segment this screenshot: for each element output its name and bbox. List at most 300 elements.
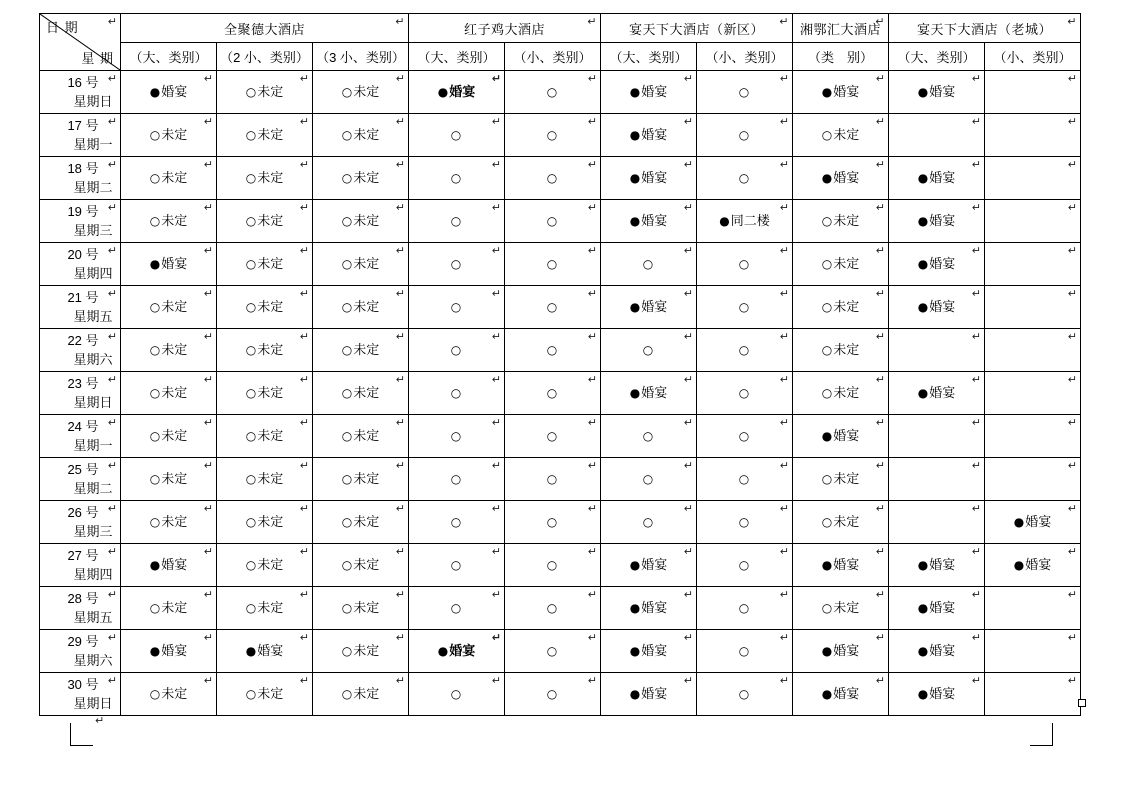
status-label: 婚宴 xyxy=(641,643,668,658)
empty-circle-icon: ○ xyxy=(450,558,462,572)
status-cell[interactable] xyxy=(121,630,217,673)
status-cell[interactable] xyxy=(217,673,313,716)
status-cell[interactable] xyxy=(985,200,1081,243)
weekday-name: 星期六 xyxy=(73,653,113,668)
status-cell[interactable] xyxy=(121,587,217,630)
status-cell[interactable] xyxy=(505,372,601,415)
status-label: 未定 xyxy=(353,686,380,701)
status-cell[interactable] xyxy=(601,329,697,372)
status-cell[interactable] xyxy=(505,587,601,630)
pilcrow-icon: ↵ xyxy=(107,373,117,386)
day-number: 24 号 xyxy=(67,419,99,434)
empty-circle-icon: ○ xyxy=(821,257,833,271)
filled-circle-icon: ● xyxy=(917,687,929,701)
status-cell[interactable] xyxy=(409,544,505,587)
empty-circle-icon: ○ xyxy=(245,386,257,400)
status-label: 未定 xyxy=(257,428,284,443)
status-label: 未定 xyxy=(833,342,860,357)
status-cell[interactable] xyxy=(985,415,1081,458)
status-cell[interactable] xyxy=(697,673,793,716)
status-cell[interactable] xyxy=(889,587,985,630)
status-label: 婚宴 xyxy=(833,686,860,701)
pilcrow-icon: ↵ xyxy=(107,588,117,601)
status-cell[interactable] xyxy=(601,157,697,200)
status-label: 未定 xyxy=(353,514,380,529)
weekday-name: 星期日 xyxy=(73,395,113,410)
pilcrow-icon: ↵ xyxy=(971,459,981,472)
status-cell[interactable] xyxy=(697,587,793,630)
pilcrow-icon: ↵ xyxy=(107,674,117,687)
empty-circle-icon: ○ xyxy=(546,687,558,701)
status-label: 婚宴 xyxy=(929,557,956,572)
pilcrow-icon: ↵ xyxy=(971,373,981,386)
status-cell[interactable] xyxy=(985,329,1081,372)
status-label: 未定 xyxy=(257,514,284,529)
pilcrow-icon: ↵ xyxy=(875,115,885,128)
status-label: 婚宴 xyxy=(641,557,668,572)
filled-circle-icon: ● xyxy=(149,85,161,99)
status-label: 婚宴 xyxy=(929,299,956,314)
status-cell[interactable] xyxy=(505,458,601,501)
status-cell[interactable] xyxy=(217,630,313,673)
pilcrow-icon: ↵ xyxy=(491,545,501,558)
status-cell[interactable] xyxy=(601,501,697,544)
pilcrow-icon: ↵ xyxy=(683,373,693,386)
table-row xyxy=(40,200,1081,243)
status-cell[interactable] xyxy=(505,415,601,458)
status-label: 婚宴 xyxy=(929,686,956,701)
pilcrow-icon: ↵ xyxy=(779,674,789,687)
status-cell[interactable] xyxy=(697,372,793,415)
empty-circle-icon: ○ xyxy=(821,386,833,400)
status-cell[interactable] xyxy=(793,157,889,200)
status-cell[interactable] xyxy=(121,286,217,329)
group-header-4 xyxy=(889,14,1081,43)
empty-circle-icon: ○ xyxy=(546,558,558,572)
status-cell[interactable] xyxy=(985,114,1081,157)
status-cell[interactable] xyxy=(793,329,889,372)
status-label: 未定 xyxy=(161,428,188,443)
empty-circle-icon: ○ xyxy=(738,429,750,443)
status-cell[interactable] xyxy=(985,630,1081,673)
pilcrow-icon: ↵ xyxy=(395,287,405,300)
status-cell[interactable] xyxy=(889,415,985,458)
status-cell[interactable] xyxy=(313,501,409,544)
pilcrow-icon: ↵ xyxy=(107,416,117,429)
pilcrow-icon: ↵ xyxy=(779,115,789,128)
status-cell[interactable] xyxy=(793,458,889,501)
status-cell[interactable] xyxy=(217,243,313,286)
status-cell[interactable] xyxy=(793,587,889,630)
pilcrow-icon: ↵ xyxy=(107,545,117,558)
status-cell[interactable] xyxy=(985,587,1081,630)
status-cell[interactable] xyxy=(217,200,313,243)
status-cell[interactable] xyxy=(793,372,889,415)
pilcrow-icon: ↵ xyxy=(683,416,693,429)
pilcrow-icon: ↵ xyxy=(875,72,885,85)
status-cell[interactable] xyxy=(697,501,793,544)
status-cell[interactable] xyxy=(121,501,217,544)
group-title: 宴天下大酒店（新区） xyxy=(628,21,764,37)
status-cell[interactable] xyxy=(505,286,601,329)
status-label: 婚宴 xyxy=(449,643,476,658)
status-cell[interactable] xyxy=(889,286,985,329)
pilcrow-icon: ↵ xyxy=(395,631,405,644)
status-cell[interactable] xyxy=(601,372,697,415)
status-cell[interactable] xyxy=(697,630,793,673)
empty-circle-icon: ○ xyxy=(341,429,353,443)
status-cell[interactable] xyxy=(601,458,697,501)
pilcrow-icon: ↵ xyxy=(299,545,309,558)
status-label: 未定 xyxy=(353,256,380,271)
status-cell[interactable] xyxy=(217,372,313,415)
status-cell[interactable] xyxy=(313,630,409,673)
table-row xyxy=(40,243,1081,286)
status-cell[interactable] xyxy=(505,200,601,243)
pilcrow-icon: ↵ xyxy=(395,373,405,386)
status-label: 未定 xyxy=(161,471,188,486)
status-cell[interactable] xyxy=(985,544,1081,587)
status-cell[interactable] xyxy=(409,673,505,716)
empty-circle-icon: ○ xyxy=(450,257,462,271)
pilcrow-icon: ↵ xyxy=(395,115,405,128)
status-cell[interactable] xyxy=(505,501,601,544)
status-cell[interactable] xyxy=(313,157,409,200)
weekday-name: 星期三 xyxy=(73,524,113,539)
status-cell[interactable] xyxy=(409,415,505,458)
status-cell[interactable] xyxy=(121,71,217,114)
pilcrow-icon: ↵ xyxy=(971,115,981,128)
day-number: 25 号 xyxy=(67,462,99,477)
empty-circle-icon: ○ xyxy=(341,386,353,400)
status-label: 婚宴 xyxy=(929,643,956,658)
status-cell[interactable] xyxy=(601,630,697,673)
status-cell[interactable] xyxy=(313,71,409,114)
pilcrow-icon: ↵ xyxy=(203,416,213,429)
status-cell[interactable] xyxy=(601,587,697,630)
pilcrow-icon: ↵ xyxy=(203,72,213,85)
pilcrow-icon: ↵ xyxy=(587,631,597,644)
filled-circle-icon: ● xyxy=(917,214,929,228)
pilcrow-icon: ↵ xyxy=(683,330,693,343)
status-cell[interactable] xyxy=(121,372,217,415)
pilcrow-icon: ↵ xyxy=(779,201,789,214)
status-cell[interactable] xyxy=(889,157,985,200)
status-cell[interactable] xyxy=(601,286,697,329)
status-cell[interactable] xyxy=(889,458,985,501)
status-cell[interactable] xyxy=(409,501,505,544)
status-cell[interactable] xyxy=(793,71,889,114)
status-cell[interactable] xyxy=(409,243,505,286)
filled-circle-icon: ● xyxy=(821,687,833,701)
status-cell[interactable] xyxy=(889,630,985,673)
status-cell[interactable] xyxy=(313,329,409,372)
group-title: 湘鄂汇大酒店 xyxy=(799,21,881,37)
status-cell[interactable] xyxy=(409,286,505,329)
status-cell[interactable] xyxy=(217,415,313,458)
status-cell[interactable] xyxy=(313,415,409,458)
status-cell[interactable] xyxy=(121,114,217,157)
pilcrow-icon: ↵ xyxy=(971,545,981,558)
status-cell[interactable] xyxy=(313,544,409,587)
empty-circle-icon: ○ xyxy=(450,171,462,185)
pilcrow-icon: ↵ xyxy=(683,588,693,601)
status-cell[interactable] xyxy=(217,71,313,114)
status-cell[interactable] xyxy=(793,200,889,243)
status-cell[interactable] xyxy=(505,71,601,114)
status-cell[interactable] xyxy=(505,329,601,372)
status-cell[interactable] xyxy=(409,587,505,630)
status-cell[interactable] xyxy=(793,544,889,587)
empty-circle-icon: ○ xyxy=(245,558,257,572)
status-label: 未定 xyxy=(161,514,188,529)
status-cell[interactable] xyxy=(985,372,1081,415)
status-cell[interactable] xyxy=(889,329,985,372)
status-cell[interactable] xyxy=(985,243,1081,286)
filled-circle-icon: ● xyxy=(629,386,641,400)
pilcrow-icon: ↵ xyxy=(875,244,885,257)
empty-circle-icon: ○ xyxy=(245,128,257,142)
status-label: 未定 xyxy=(161,170,188,185)
status-cell[interactable] xyxy=(601,200,697,243)
empty-circle-icon: ○ xyxy=(546,343,558,357)
status-cell[interactable] xyxy=(889,71,985,114)
status-label: 未定 xyxy=(257,385,284,400)
status-label: 未定 xyxy=(161,299,188,314)
status-cell[interactable] xyxy=(409,157,505,200)
status-cell[interactable] xyxy=(313,372,409,415)
pilcrow-icon: ↵ xyxy=(779,545,789,558)
status-cell[interactable] xyxy=(793,415,889,458)
status-cell[interactable] xyxy=(889,243,985,286)
status-cell[interactable] xyxy=(985,458,1081,501)
status-cell[interactable] xyxy=(409,458,505,501)
table-row xyxy=(40,630,1081,673)
status-cell[interactable] xyxy=(889,673,985,716)
pilcrow-icon: ↵ xyxy=(395,72,405,85)
filled-circle-icon: ● xyxy=(917,644,929,658)
day-number: 20 号 xyxy=(67,247,99,262)
empty-circle-icon: ○ xyxy=(149,214,161,228)
status-cell[interactable] xyxy=(505,157,601,200)
pilcrow-icon: ↵ xyxy=(491,459,501,472)
status-label: 未定 xyxy=(353,428,380,443)
empty-circle-icon: ○ xyxy=(341,257,353,271)
weekday-name: 星期一 xyxy=(73,137,113,152)
pilcrow-icon: ↵ xyxy=(683,158,693,171)
status-cell[interactable] xyxy=(409,71,505,114)
empty-circle-icon: ○ xyxy=(149,300,161,314)
status-cell[interactable] xyxy=(889,544,985,587)
status-cell[interactable] xyxy=(985,157,1081,200)
status-cell[interactable] xyxy=(505,630,601,673)
subheader-1-0: （大、类别） xyxy=(409,43,505,71)
pilcrow-icon: ↵ xyxy=(779,588,789,601)
status-cell[interactable] xyxy=(313,200,409,243)
filled-circle-icon: ● xyxy=(917,558,929,572)
pilcrow-icon: ↵ xyxy=(395,158,405,171)
status-cell[interactable] xyxy=(889,501,985,544)
status-cell[interactable] xyxy=(409,329,505,372)
status-cell[interactable] xyxy=(889,114,985,157)
status-cell[interactable] xyxy=(697,71,793,114)
table-row xyxy=(40,501,1081,544)
pilcrow-icon: ↵ xyxy=(875,674,885,687)
status-cell[interactable] xyxy=(313,286,409,329)
empty-circle-icon: ○ xyxy=(738,515,750,529)
status-cell[interactable] xyxy=(697,286,793,329)
empty-circle-icon: ○ xyxy=(450,386,462,400)
status-cell[interactable] xyxy=(313,114,409,157)
filled-circle-icon: ● xyxy=(245,644,257,658)
pilcrow-icon: ↵ xyxy=(779,373,789,386)
status-label: 未定 xyxy=(833,514,860,529)
status-cell[interactable] xyxy=(793,501,889,544)
empty-circle-icon: ○ xyxy=(149,515,161,529)
status-cell[interactable] xyxy=(985,673,1081,716)
status-label: 婚宴 xyxy=(641,213,668,228)
table-resize-handle[interactable] xyxy=(1078,699,1086,707)
empty-circle-icon: ○ xyxy=(642,515,654,529)
status-cell[interactable] xyxy=(121,673,217,716)
pilcrow-icon: ↵ xyxy=(971,416,981,429)
status-cell[interactable] xyxy=(601,673,697,716)
status-cell[interactable] xyxy=(793,243,889,286)
status-cell[interactable] xyxy=(121,329,217,372)
status-cell[interactable] xyxy=(985,286,1081,329)
status-cell[interactable] xyxy=(505,544,601,587)
pilcrow-icon: ↵ xyxy=(395,502,405,515)
status-cell[interactable] xyxy=(121,415,217,458)
pilcrow-icon: ↵ xyxy=(107,287,117,300)
table-header xyxy=(40,14,1081,71)
empty-circle-icon: ○ xyxy=(341,343,353,357)
status-cell[interactable] xyxy=(217,286,313,329)
pilcrow-icon: ↵ xyxy=(587,674,597,687)
empty-circle-icon: ○ xyxy=(341,644,353,658)
weekday-name: 星期六 xyxy=(73,352,113,367)
status-cell[interactable] xyxy=(793,286,889,329)
status-cell[interactable] xyxy=(985,501,1081,544)
status-cell[interactable] xyxy=(601,114,697,157)
status-cell[interactable] xyxy=(697,114,793,157)
status-cell[interactable] xyxy=(409,630,505,673)
day-number: 28 号 xyxy=(67,591,99,606)
pilcrow-icon: ↵ xyxy=(683,115,693,128)
status-cell[interactable] xyxy=(601,544,697,587)
filled-circle-icon: ● xyxy=(149,644,161,658)
status-cell[interactable] xyxy=(505,114,601,157)
status-cell[interactable] xyxy=(313,243,409,286)
status-cell[interactable] xyxy=(697,415,793,458)
pilcrow-icon: ↵ xyxy=(491,416,501,429)
status-cell[interactable] xyxy=(697,544,793,587)
empty-circle-icon: ○ xyxy=(821,515,833,529)
filled-circle-icon: ● xyxy=(917,85,929,99)
status-cell[interactable] xyxy=(217,114,313,157)
group-title: 全聚德大酒店 xyxy=(223,21,305,37)
pilcrow-icon: ↵ xyxy=(779,631,789,644)
status-cell[interactable] xyxy=(217,157,313,200)
status-cell[interactable] xyxy=(121,544,217,587)
status-cell[interactable] xyxy=(793,114,889,157)
subheader-0-0: （大、类别） xyxy=(121,43,217,71)
status-cell[interactable] xyxy=(217,587,313,630)
status-cell[interactable] xyxy=(601,243,697,286)
status-cell[interactable] xyxy=(889,200,985,243)
day-cell xyxy=(40,673,121,716)
pilcrow-icon: ↵ xyxy=(107,459,117,472)
pilcrow-icon: ↵ xyxy=(779,158,789,171)
status-cell[interactable] xyxy=(409,200,505,243)
status-cell[interactable] xyxy=(217,544,313,587)
status-cell[interactable] xyxy=(793,673,889,716)
pilcrow-icon: ↵ xyxy=(203,158,213,171)
table-row xyxy=(40,673,1081,716)
pilcrow-icon: ↵ xyxy=(107,502,117,515)
status-cell[interactable] xyxy=(505,673,601,716)
status-label: 婚宴 xyxy=(641,600,668,615)
pilcrow-icon: ↵ xyxy=(395,416,405,429)
pilcrow-icon: ↵ xyxy=(587,158,597,171)
status-cell[interactable] xyxy=(697,329,793,372)
status-cell[interactable] xyxy=(313,458,409,501)
status-cell[interactable] xyxy=(601,71,697,114)
status-cell[interactable] xyxy=(217,329,313,372)
empty-circle-icon: ○ xyxy=(245,515,257,529)
status-cell[interactable] xyxy=(505,243,601,286)
status-label: 未定 xyxy=(161,385,188,400)
weekday-name: 星期五 xyxy=(73,309,113,324)
status-cell[interactable] xyxy=(985,71,1081,114)
status-cell[interactable] xyxy=(121,200,217,243)
status-label: 婚宴 xyxy=(641,170,668,185)
pilcrow-icon: ↵ xyxy=(491,158,501,171)
pilcrow-icon: ↵ xyxy=(587,115,597,128)
pilcrow-icon: ↵ xyxy=(683,287,693,300)
status-label: 未定 xyxy=(353,299,380,314)
header-row-group-names xyxy=(40,14,1081,43)
status-cell[interactable] xyxy=(121,157,217,200)
status-cell[interactable] xyxy=(121,458,217,501)
subheader-0-2: （3 小、类别） xyxy=(313,43,409,71)
status-cell[interactable] xyxy=(697,243,793,286)
empty-circle-icon: ○ xyxy=(149,343,161,357)
weekday-name: 星期一 xyxy=(73,438,113,453)
status-cell[interactable] xyxy=(313,587,409,630)
status-cell[interactable] xyxy=(889,372,985,415)
status-cell[interactable] xyxy=(697,157,793,200)
status-cell[interactable] xyxy=(409,114,505,157)
pilcrow-icon: ↵ xyxy=(683,244,693,257)
status-cell[interactable] xyxy=(121,243,217,286)
status-label: 未定 xyxy=(353,600,380,615)
status-cell[interactable] xyxy=(793,630,889,673)
pilcrow-icon: ↵ xyxy=(971,287,981,300)
pilcrow-icon: ↵ xyxy=(299,158,309,171)
weekday-name: 星期四 xyxy=(73,567,113,582)
empty-circle-icon: ○ xyxy=(341,85,353,99)
status-label: 未定 xyxy=(257,557,284,572)
status-cell[interactable] xyxy=(601,415,697,458)
status-cell[interactable] xyxy=(697,458,793,501)
status-cell[interactable] xyxy=(217,458,313,501)
status-cell[interactable] xyxy=(697,200,793,243)
status-label: 未定 xyxy=(161,342,188,357)
status-cell[interactable] xyxy=(313,673,409,716)
status-cell[interactable] xyxy=(409,372,505,415)
status-cell[interactable] xyxy=(217,501,313,544)
